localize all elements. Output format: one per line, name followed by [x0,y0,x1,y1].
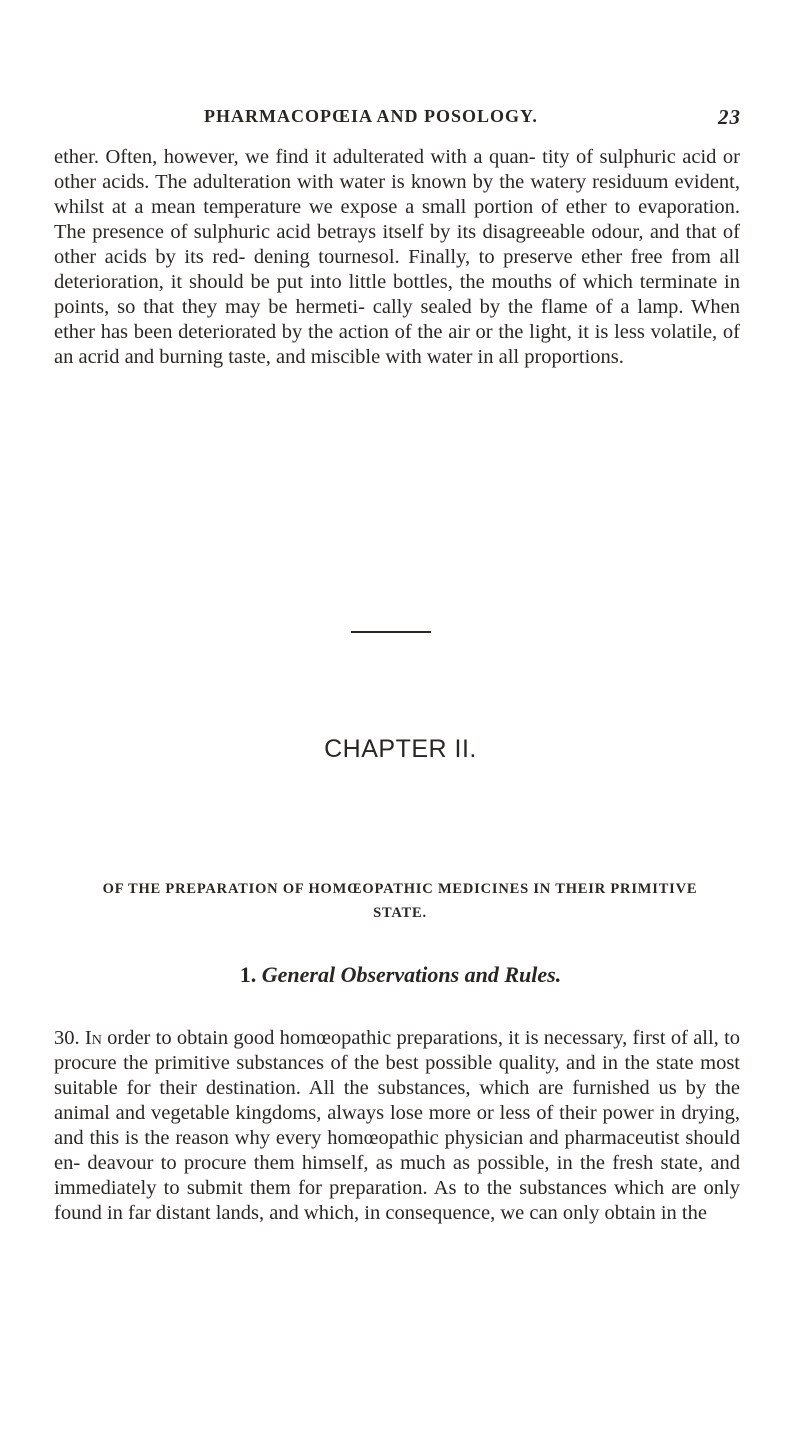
page-number: 23 [718,105,741,129]
section-title: General Observations and Rules. [261,962,562,987]
body-paragraph-30 [54,1026,740,1226]
section-heading [0,962,801,988]
running-title: PHARMACOPŒIA AND POSOLOGY. [204,106,538,126]
chapter-divider-rule [351,631,431,633]
paragraph-lead-word: In [84,1027,102,1049]
section-number: 1. [239,962,257,987]
paragraph-number: 30. [54,1027,80,1049]
paragraph-text: order to obtain good homœopathic preparations, it is necessary, first of all, to procure the primitive substances of the best possible quality, and in the state most suitable for their destination. All the substances, which are furnished us by the animal and vegetable kingdoms, always lose more or less of their power in drying, and this is the reason why every homœopathic physician and pharmaceutist should en- deavour to procure them himself, as much as possible, in the fresh state, and immediately to submit them for preparation. As to the substances which are only found in far distant lands, and which, in consequence, we can only obtain in the [54,1027,741,1224]
chapter-heading: CHAPTER II. [324,735,477,763]
body-paragraph-ether: ether. Often, however, we find it adulterated with a quan- tity of sulphuric acid or other acids. The adulteration with water is known by the watery residuum evident, whilst at a mean temperature we expose a small portion of ether to evaporation. The presence of sulphuric acid betrays itself by its disagreeable odour, and that of other acids by its red- dening tournesol. Finally, to preserve ether free from all deterioration, it should be put into little bottles, the mouths of which terminate in points, so that they may be hermeti- cally sealed by the flame of a lamp. When ether has been deteriorated by the action of the air or the light, it is less volatile, of an acrid and burning taste, and miscible with water in all proportions. [54,146,740,368]
running-header [204,106,741,134]
chapter-subtitle: OF THE PREPARATION OF HOMŒOPATHIC MEDICINES IN THEIR PRIMITIVE STATE. [102,881,698,921]
